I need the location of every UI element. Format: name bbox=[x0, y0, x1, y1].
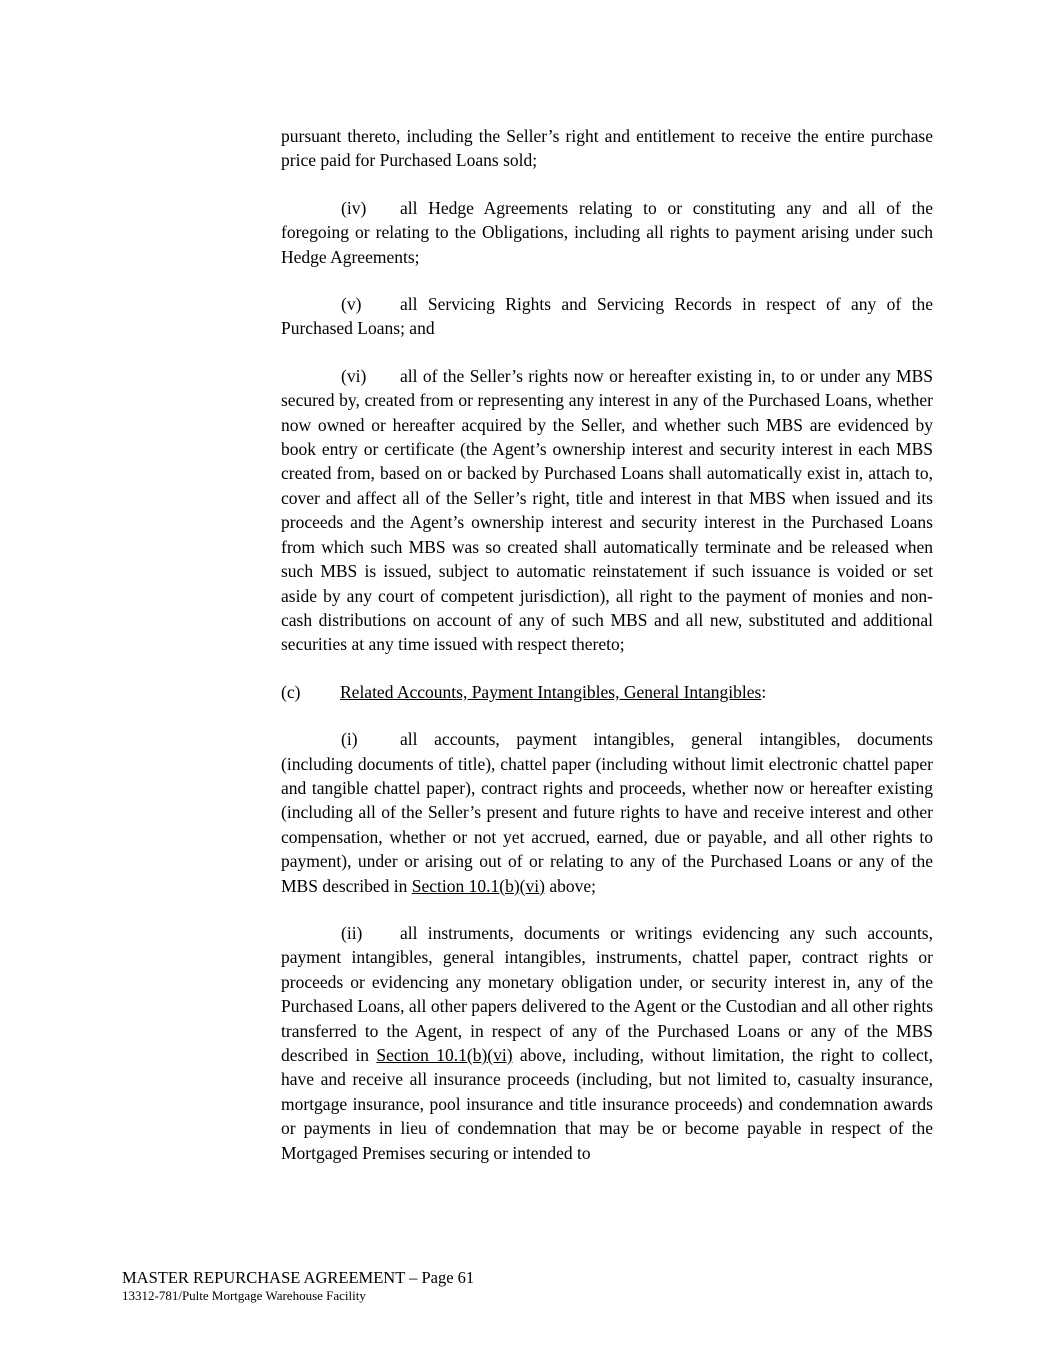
paragraph-clause-iv bbox=[281, 196, 933, 269]
clause-label: (iv) bbox=[341, 197, 367, 218]
paragraph-text: pursuant thereto, including the Seller’s right and entitlement to receive the entire purchase price paid for Purchased Loans sold; bbox=[281, 126, 933, 171]
paragraph-text: above, including, without limitation, the right to collect, have and receive all insurance proceeds (including, but not limited to, casualty insurance, mortgage insurance, pool insurance and title insurance proceeds) and condemnation awards or payments in lieu of condemnation that may be or become payable in respect of the Mortgaged Premises securing or intended to bbox=[281, 1045, 933, 1163]
paragraph-clause-v bbox=[281, 292, 933, 341]
paragraph-text: all instruments, documents or writings evidencing any such accounts, payment intangibles, general intangibles, instruments, chattel paper, contract rights or proceeds or evidencing any monetary obligation under, or security interest in, any of the Purchased Loans, all other papers delivered to the Agent or the Custodian and all other rights transferred to the Agent, in respect of any of the Purchased Loans or any of the MBS described in bbox=[281, 922, 933, 1065]
clause-label: (i) bbox=[341, 729, 358, 750]
paragraph-text: all Servicing Rights and Servicing Records in respect of any of the Purchased Loans; and bbox=[281, 294, 933, 339]
paragraph-clause-vi bbox=[281, 364, 933, 657]
paragraph-text: : bbox=[761, 681, 767, 702]
paragraph-text: all Hedge Agreements relating to or constituting any and all of the foregoing or relating to the Obligations, including all rights to payment arising under such Hedge Agreements; bbox=[281, 197, 933, 267]
paragraph-continuation bbox=[281, 124, 933, 173]
underlined-text: Section 10.1(b)(vi) bbox=[376, 1045, 513, 1065]
clause-label: (vi) bbox=[341, 365, 367, 386]
paragraph-clause-c-heading bbox=[281, 680, 933, 704]
paragraph-text: all accounts, payment intangibles, general intangibles, documents (including documents of title), chattel paper (including without limit electronic chattel paper and tangible chattel paper), contract rights and proceeds, whether now or hereafter existing (including all of the Seller’s present and future rights to have and receive interest and other compensation, whether or not yet accrued, earned, due or payable, and all other rights to payment), under or arising out of or relating to any of the Purchased Loans or any of the MBS described in bbox=[281, 729, 933, 896]
clause-label: (c) bbox=[281, 681, 301, 702]
underlined-text: Section 10.1(b)(vi) bbox=[411, 875, 545, 896]
underlined-text: Related Accounts, Payment Intangibles, General Intangibles bbox=[340, 681, 762, 702]
clause-label: (v) bbox=[341, 294, 362, 315]
paragraph-clause-ii bbox=[281, 921, 933, 1165]
paragraph-text: all of the Seller’s rights now or hereafter existing in, to or under any MBS secured by, created from or representing any interest in any of the Purchased Loans, whether now owned or hereafter acquired by the Seller, and whether such MBS are evidenced by book entry or certificate (the Agent’s ownership interest and security interest in each MBS created from, based on or backed by Purchased Loans shall automatically exist in, attach to, cover and affect all of the Seller’s right, title and interest in that MBS when issued and its proceeds and the Agent’s ownership interest and security interest in the Purchased Loans from which such MBS was so created shall automatically terminate and be released when such MBS is issued, subject to automatic reinstatement if such issuance is voided or set aside by any court of competent jurisdiction), all right to the payment of monies and non-cash distributions on account of any of such MBS and all new, substituted and additional securities at any time issued with respect thereto; bbox=[281, 365, 933, 655]
footer-title: MASTER REPURCHASE AGREEMENT – Page 61 bbox=[122, 1268, 475, 1287]
document-body bbox=[281, 124, 933, 1188]
paragraph-clause-i bbox=[281, 727, 933, 898]
clause-label: (ii) bbox=[341, 922, 363, 943]
paragraph-text: above; bbox=[544, 875, 596, 896]
page-footer bbox=[122, 1268, 822, 1304]
footer-reference: 13312-781/Pulte Mortgage Warehouse Facility bbox=[122, 1288, 366, 1303]
